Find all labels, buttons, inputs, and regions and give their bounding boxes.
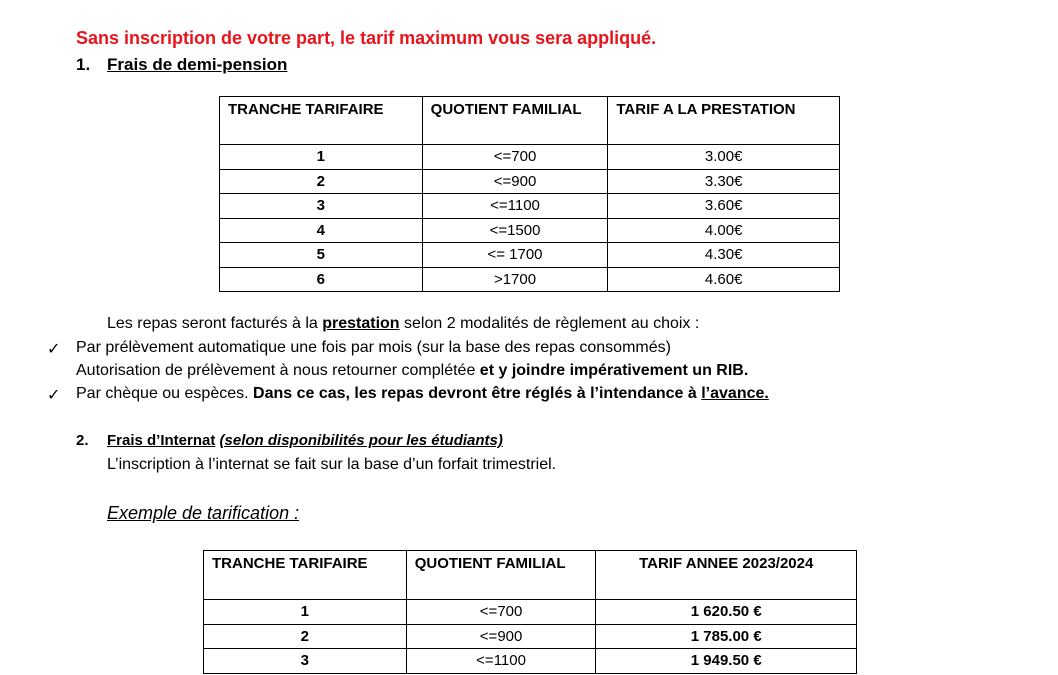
table-row bbox=[220, 194, 840, 219]
tarif-cell: 4.00€ bbox=[608, 218, 840, 243]
tranche-cell: 3 bbox=[220, 194, 423, 219]
tranche-cell: 1 bbox=[220, 145, 423, 170]
payment-intro bbox=[107, 315, 699, 333]
table-row bbox=[220, 145, 840, 170]
table-row bbox=[220, 218, 840, 243]
payment-option-1-detail bbox=[76, 362, 748, 380]
quotient-cell: <=900 bbox=[406, 624, 596, 649]
tarif-cell: 3.30€ bbox=[608, 169, 840, 194]
tranche-cell: 2 bbox=[220, 169, 423, 194]
quotient-cell: <=700 bbox=[406, 600, 596, 625]
header-quotient: QUOTIENT FAMILIAL bbox=[406, 551, 596, 600]
intro-text-end: selon 2 modalités de règlement au choix : bbox=[399, 315, 700, 332]
quotient-cell: <=1500 bbox=[422, 218, 608, 243]
quotient-cell: <=700 bbox=[422, 145, 608, 170]
option1-detail-text: Autorisation de prélèvement à nous retourner complétée bbox=[76, 362, 480, 379]
tarif-cell: 1 785.00 € bbox=[596, 624, 857, 649]
table-row bbox=[220, 243, 840, 268]
warning-text: Sans inscription de votre part, le tarif maximum vous sera appliqué. bbox=[76, 28, 657, 48]
section2-subtitle: (selon disponibilités pour les étudiants) bbox=[219, 432, 503, 449]
tarif-cell: 4.30€ bbox=[608, 243, 840, 268]
checkmark-icon: ✓ bbox=[47, 387, 61, 404]
example-label: Exemple de tarification : bbox=[107, 503, 300, 523]
option2-emphasis: Dans ce cas, les repas devront être réglés à l’intendance à bbox=[253, 385, 702, 402]
table-header-row bbox=[204, 551, 857, 600]
table-row bbox=[220, 169, 840, 194]
tarif-cell: 3.00€ bbox=[608, 145, 840, 170]
section1-number: 1. bbox=[76, 55, 91, 74]
header-tranche: TRANCHE TARIFAIRE bbox=[204, 551, 407, 600]
table-row bbox=[204, 649, 857, 674]
intro-emphasis: prestation bbox=[322, 315, 400, 332]
tranche-cell: 2 bbox=[204, 624, 407, 649]
option2-underlined: l’avance. bbox=[701, 385, 769, 402]
tarif-cell: 1 620.50 € bbox=[596, 600, 857, 625]
checkmark-icon: ✓ bbox=[47, 341, 61, 358]
tarif-cell: 4.60€ bbox=[608, 267, 840, 292]
tarif-cell: 3.60€ bbox=[608, 194, 840, 219]
section1-title: Frais de demi-pension bbox=[107, 55, 288, 74]
table-header-row bbox=[220, 97, 840, 145]
quotient-cell: <=1100 bbox=[422, 194, 608, 219]
quotient-cell: <=1100 bbox=[406, 649, 596, 674]
payment-option-2 bbox=[76, 385, 769, 403]
table-row bbox=[204, 624, 857, 649]
demi-pension-table bbox=[219, 96, 840, 292]
header-quotient: QUOTIENT FAMILIAL bbox=[422, 97, 608, 145]
header-tarif: TARIF A LA PRESTATION bbox=[608, 97, 840, 145]
payment-option-1: Par prélèvement automatique une fois par mois (sur la base des repas consommés) bbox=[76, 339, 671, 356]
table-row bbox=[220, 267, 840, 292]
tranche-cell: 5 bbox=[220, 243, 423, 268]
tranche-cell: 6 bbox=[220, 267, 423, 292]
section2-heading bbox=[76, 432, 503, 449]
table-row bbox=[204, 600, 857, 625]
quotient-cell: >1700 bbox=[422, 267, 608, 292]
header-tranche: TRANCHE TARIFAIRE bbox=[220, 97, 423, 145]
quotient-cell: <=900 bbox=[422, 169, 608, 194]
internat-table bbox=[203, 550, 857, 674]
section2-title: Frais d’Internat bbox=[107, 432, 216, 449]
section1-heading bbox=[76, 55, 287, 75]
section2-number: 2. bbox=[76, 432, 89, 449]
tranche-cell: 3 bbox=[204, 649, 407, 674]
tarif-cell: 1 949.50 € bbox=[596, 649, 857, 674]
tranche-cell: 4 bbox=[220, 218, 423, 243]
internat-description: L’inscription à l’internat se fait sur la base d’un forfait trimestriel. bbox=[107, 456, 557, 473]
option1-detail-emphasis: et y joindre impérativement un RIB. bbox=[479, 362, 749, 379]
quotient-cell: <= 1700 bbox=[422, 243, 608, 268]
option2-text: Par chèque ou espèces. bbox=[76, 385, 254, 402]
tranche-cell: 1 bbox=[204, 600, 407, 625]
intro-text: Les repas seront facturés à la bbox=[107, 315, 323, 332]
header-tarif: TARIF ANNEE 2023/2024 bbox=[596, 551, 857, 600]
